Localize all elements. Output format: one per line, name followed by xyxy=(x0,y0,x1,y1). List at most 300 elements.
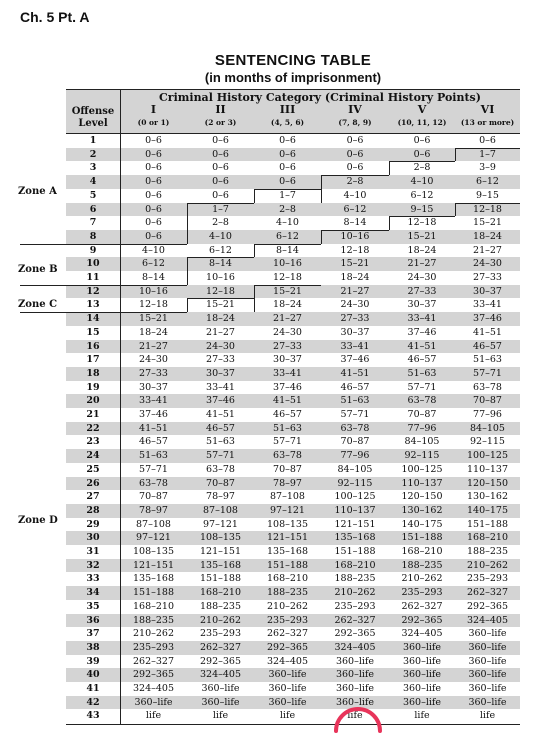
table-cell: 135–168 xyxy=(199,559,241,571)
column-points-vi: (13 or more) xyxy=(460,118,515,127)
offense-level: 26 xyxy=(86,477,100,489)
offense-level: 25 xyxy=(86,463,100,475)
table-cell: 77–96 xyxy=(340,450,370,462)
table-cell: 188–235 xyxy=(199,600,241,612)
table-cell: 92–115 xyxy=(404,450,440,462)
level-column-divider xyxy=(120,90,121,725)
table-cell: 135–168 xyxy=(266,546,308,557)
criminal-history-header: Criminal History Category (Criminal History Points) xyxy=(159,91,481,104)
table-cell: 24–30 xyxy=(340,299,370,311)
table-cell: 2–8 xyxy=(413,162,431,174)
table-cell: 12–18 xyxy=(273,272,302,283)
table-cell: 84–105 xyxy=(404,436,440,448)
offense-level: 39 xyxy=(86,655,100,667)
column-header-iv: IV xyxy=(348,103,362,116)
table-cell: 324–405 xyxy=(199,669,241,681)
offense-level: 3 xyxy=(89,162,97,174)
zone-d-label: Zone D xyxy=(18,515,58,526)
table-cell: 8–14 xyxy=(276,244,299,256)
table-cell: 1–7 xyxy=(212,203,229,215)
offense-level: 32 xyxy=(86,559,100,571)
table-cell: 21–27 xyxy=(273,313,302,325)
table-title: SENTENCING TABLE xyxy=(214,52,372,69)
table-cell: 21–27 xyxy=(206,326,235,338)
table-cell: 12–18 xyxy=(206,285,235,297)
offense-level: 16 xyxy=(86,340,100,352)
table-cell: life xyxy=(347,710,363,722)
table-cell: 15–21 xyxy=(340,258,370,270)
table-cell: life xyxy=(479,710,496,722)
table-cell: 360–life xyxy=(402,696,442,708)
table-cell: 15–21 xyxy=(407,230,437,242)
table-cell: 360–life xyxy=(268,683,307,694)
table-cell: 360–life xyxy=(468,696,507,708)
table-cell: 46–57 xyxy=(139,436,168,448)
table-cell: 37–46 xyxy=(273,381,302,393)
column-header-ii: II xyxy=(215,103,226,116)
table-cell: 108–135 xyxy=(132,546,174,557)
table-cell: 10–16 xyxy=(340,230,370,242)
table-cell: 78–97 xyxy=(139,504,168,516)
table-cell: 360–life xyxy=(468,669,507,681)
table-cell: 292–365 xyxy=(132,669,174,681)
table-cell: 21–27 xyxy=(407,258,437,270)
offense-level: 23 xyxy=(86,436,100,448)
column-header-i: I xyxy=(150,103,157,116)
table-cell: 18–24 xyxy=(139,326,168,338)
offense-level: 9 xyxy=(89,244,97,256)
table-cell: 51–63 xyxy=(273,422,302,434)
table-cell: 24–30 xyxy=(473,258,502,270)
column-header-vi: VI xyxy=(480,103,495,116)
table-cell: 360–life xyxy=(201,696,240,708)
table-cell: 18–24 xyxy=(206,313,235,325)
table-cell: 210–262 xyxy=(466,559,508,571)
table-cell: 27–33 xyxy=(340,313,370,325)
table-cell: 0–6 xyxy=(413,148,431,160)
table-cell: 51–63 xyxy=(206,436,235,448)
zone-c-label: Zone C xyxy=(18,299,58,310)
offense-level: 31 xyxy=(86,546,100,557)
table-cell: 100–125 xyxy=(401,463,443,475)
table-cell: 0–6 xyxy=(279,148,296,160)
table-cell: 41–51 xyxy=(273,395,302,407)
table-cell: 151–188 xyxy=(266,559,308,571)
table-cell: 121–151 xyxy=(334,518,376,530)
table-cell: 360–life xyxy=(335,669,375,681)
zone-boundary-line xyxy=(187,257,254,258)
offense-level: 29 xyxy=(86,518,100,530)
table-cell: 21–27 xyxy=(139,340,168,352)
table-cell: 360–life xyxy=(335,683,375,694)
table-cell: 15–21 xyxy=(139,313,168,325)
table-cell: 78–97 xyxy=(206,491,235,503)
table-cell: 360–life xyxy=(402,641,442,653)
table-cell: 3–9 xyxy=(479,162,496,174)
zone-boundary-line xyxy=(321,175,322,203)
table-cell: 210–262 xyxy=(199,614,241,626)
table-cell: 6–12 xyxy=(276,230,299,242)
column-points-i: (0 or 1) xyxy=(137,118,170,127)
table-cell: 15–21 xyxy=(473,217,502,229)
table-cell: 0–6 xyxy=(145,176,162,188)
offense-level: 12 xyxy=(86,285,100,297)
table-cell: 360–life xyxy=(335,655,375,667)
table-cell: 87–108 xyxy=(203,504,238,516)
table-cell: 135–168 xyxy=(334,532,376,544)
table-cell: 78–97 xyxy=(273,477,302,489)
zone-boundary-line xyxy=(254,285,255,312)
table-cell: 30–37 xyxy=(206,367,235,379)
table-cell: 77–96 xyxy=(407,422,437,434)
table-cell: 151–188 xyxy=(401,532,443,544)
table-cell: 24–30 xyxy=(407,272,437,283)
table-cell: 235–293 xyxy=(132,641,174,653)
zone-boundary-line xyxy=(187,203,188,244)
table-cell: 33–41 xyxy=(273,367,302,379)
table-cell: 360–life xyxy=(402,683,442,694)
table-cell: 63–78 xyxy=(273,450,302,462)
table-cell: 360–life xyxy=(402,655,442,667)
table-cell: 120–150 xyxy=(401,491,443,503)
table-cell: 51–63 xyxy=(139,450,168,462)
table-cell: 292–365 xyxy=(334,628,376,640)
offense-level: 8 xyxy=(89,230,97,242)
table-cell: 12–18 xyxy=(340,244,370,256)
table-cell: 262–327 xyxy=(266,628,308,640)
table-cell: 57–71 xyxy=(139,463,168,475)
table-cell: 360–life xyxy=(468,655,507,667)
table-cell: 151–188 xyxy=(334,546,376,557)
offense-header-line2: Level xyxy=(78,118,108,129)
table-cell: 41–51 xyxy=(407,340,437,352)
table-cell: 63–78 xyxy=(206,463,235,475)
table-cell: 0–6 xyxy=(145,203,162,215)
table-cell: 2–8 xyxy=(279,203,296,215)
table-cell: 262–327 xyxy=(401,600,443,612)
table-cell: 188–235 xyxy=(334,573,376,585)
table-cell: 37–46 xyxy=(407,326,437,338)
table-cell: 12–18 xyxy=(407,217,437,229)
table-cell: 6–12 xyxy=(476,176,499,188)
table-cell: 324–405 xyxy=(466,614,508,626)
offense-level: 1 xyxy=(89,135,97,146)
table-cell: life xyxy=(212,710,229,722)
offense-level: 36 xyxy=(86,614,100,626)
table-cell: 70–87 xyxy=(473,395,502,407)
offense-level: 38 xyxy=(86,641,100,653)
table-cell: 210–262 xyxy=(334,587,376,599)
table-cell: 41–51 xyxy=(139,422,168,434)
zone-boundary-line xyxy=(389,161,390,175)
zone-boundary-line xyxy=(254,189,255,203)
table-cell: 27–33 xyxy=(473,272,502,283)
table-cell: 41–51 xyxy=(473,326,502,338)
table-cell: 0–6 xyxy=(346,148,364,160)
table-cell: 70–87 xyxy=(273,463,302,475)
table-cell: 1–7 xyxy=(279,189,296,201)
zone-boundary-line xyxy=(120,244,187,245)
table-cell: 33–41 xyxy=(407,313,437,325)
table-cell: 360–life xyxy=(468,628,507,640)
table-cell: 1–7 xyxy=(479,148,496,160)
offense-level: 35 xyxy=(86,600,100,612)
offense-level: 14 xyxy=(86,313,100,325)
table-cell: 360–life xyxy=(268,669,307,681)
table-cell: 57–71 xyxy=(273,436,302,448)
offense-level: 34 xyxy=(86,587,100,599)
column-header-iii: III xyxy=(279,103,296,116)
table-cell: 100–125 xyxy=(466,450,508,462)
table-cell: 110–137 xyxy=(401,477,443,489)
column-points-iii: (4, 5, 6) xyxy=(270,118,305,127)
table-cell: 37–46 xyxy=(340,354,370,366)
table-cell: 262–327 xyxy=(466,587,508,599)
table-cell: 84–105 xyxy=(470,422,505,434)
table-cell: 121–151 xyxy=(199,546,241,557)
table-cell: 0–6 xyxy=(145,189,162,201)
table-cell: 15–21 xyxy=(273,285,302,297)
table-cell: 8–14 xyxy=(209,258,232,270)
zone-boundary-line xyxy=(455,148,520,149)
zone-b-label: Zone B xyxy=(18,264,58,275)
table-cell: 0–6 xyxy=(145,148,162,160)
table-cell: 33–41 xyxy=(139,395,168,407)
zone-boundary-line xyxy=(254,244,321,245)
offense-level: 19 xyxy=(86,381,100,393)
table-cell: 168–210 xyxy=(266,573,308,585)
zone-boundary-line xyxy=(120,312,187,313)
column-points-iv: (7, 8, 9) xyxy=(338,118,372,127)
table-cell: 24–30 xyxy=(139,354,168,366)
table-cell: 0–6 xyxy=(212,148,229,160)
table-cell: 360–life xyxy=(468,683,507,694)
table-cell: 21–27 xyxy=(340,285,370,297)
table-cell: 0–6 xyxy=(212,135,229,146)
table-cell: 292–365 xyxy=(401,614,443,626)
table-cell: 140–175 xyxy=(466,504,508,516)
table-cell: 27–33 xyxy=(206,354,235,366)
table-cell: 0–6 xyxy=(479,135,496,146)
table-cell: life xyxy=(279,710,296,722)
offense-level: 42 xyxy=(86,696,100,708)
table-cell: 4–10 xyxy=(410,176,434,188)
table-cell: 8–14 xyxy=(142,272,165,283)
table-cell: 27–33 xyxy=(407,285,437,297)
table-cell: 92–115 xyxy=(337,477,373,489)
table-cell: 0–6 xyxy=(279,135,296,146)
table-cell: 108–135 xyxy=(266,518,308,530)
table-cell: 324–405 xyxy=(401,628,443,640)
offense-level-header xyxy=(66,106,120,130)
table-cell: 51–63 xyxy=(473,354,502,366)
table-cell: 360–life xyxy=(468,641,507,653)
table-cell: 87–108 xyxy=(136,518,171,530)
table-cell: 100–125 xyxy=(334,491,376,503)
table-cell: 4–10 xyxy=(142,244,165,256)
table-cell: 0–6 xyxy=(279,162,296,174)
table-cell: 168–210 xyxy=(401,546,443,557)
table-cell: 24–30 xyxy=(273,326,302,338)
offense-level: 28 xyxy=(86,504,100,516)
offense-level: 13 xyxy=(86,299,100,311)
table-cell: 0–6 xyxy=(145,135,162,146)
table-cell: 4–10 xyxy=(343,189,367,201)
table-cell: 97–121 xyxy=(203,518,238,530)
offense-level: 24 xyxy=(86,450,100,462)
zone-boundary-line xyxy=(455,203,456,216)
table-cell: 0–6 xyxy=(413,135,431,146)
zone-boundary-line xyxy=(187,203,254,204)
offense-level: 18 xyxy=(86,367,100,379)
table-cell: 130–162 xyxy=(466,491,508,503)
table-cell: 188–235 xyxy=(401,559,443,571)
table-cell: 30–37 xyxy=(273,354,302,366)
table-cell: 235–293 xyxy=(401,587,443,599)
table-cell: 97–121 xyxy=(270,504,305,516)
zone-boundary-line xyxy=(389,161,455,162)
offense-level: 21 xyxy=(86,409,100,420)
table-cell: 2–8 xyxy=(212,217,229,229)
offense-level: 15 xyxy=(86,326,100,338)
table-cell: 360–life xyxy=(268,696,307,708)
table-cell: 51–63 xyxy=(407,367,437,379)
offense-level: 40 xyxy=(86,669,100,681)
table-cell: 0–6 xyxy=(279,176,296,188)
table-cell: 360–life xyxy=(335,696,375,708)
offense-level: 33 xyxy=(86,573,100,585)
table-cell: 0–6 xyxy=(212,176,229,188)
table-cell: 30–37 xyxy=(139,381,168,393)
zone-boundary-line xyxy=(187,298,188,312)
table-cell: 324–405 xyxy=(132,683,174,694)
table-cell: 33–41 xyxy=(340,340,370,352)
table-cell: 92–115 xyxy=(470,436,505,448)
table-cell: 210–262 xyxy=(266,600,308,612)
offense-level: 10 xyxy=(86,258,100,270)
table-cell: 9–15 xyxy=(410,203,434,215)
zone-boundary-line xyxy=(254,244,255,257)
table-cell: 292–365 xyxy=(466,600,508,612)
offense-level: 20 xyxy=(86,395,100,407)
table-cell: 188–235 xyxy=(132,614,174,626)
table-cell: 168–210 xyxy=(199,587,241,599)
table-cell: 21–27 xyxy=(473,244,502,256)
offense-level: 41 xyxy=(86,683,100,694)
table-cell: 63–78 xyxy=(340,422,370,434)
table-cell: 37–46 xyxy=(473,313,502,325)
table-cell: 140–175 xyxy=(401,518,443,530)
table-cell: 27–33 xyxy=(139,367,168,379)
table-cell: 57–71 xyxy=(340,409,370,420)
table-cell: 108–135 xyxy=(199,532,241,544)
offense-level: 17 xyxy=(86,354,100,366)
table-cell: 84–105 xyxy=(337,463,373,475)
table-cell: 235–293 xyxy=(199,628,241,640)
table-cell: 9–15 xyxy=(476,189,499,201)
table-cell: 27–33 xyxy=(273,340,302,352)
table-cell: 15–21 xyxy=(206,299,235,311)
offense-level: 30 xyxy=(86,532,100,544)
table-cell: 41–51 xyxy=(206,409,235,420)
table-cell: 6–12 xyxy=(410,189,434,201)
table-cell: 30–37 xyxy=(473,285,502,297)
table-cell: 30–37 xyxy=(340,326,370,338)
offense-level: 4 xyxy=(89,176,97,188)
table-cell: 0–6 xyxy=(212,162,229,174)
table-cell: 70–87 xyxy=(139,491,168,503)
table-cell: 6–12 xyxy=(343,203,367,215)
table-cell: 8–14 xyxy=(343,217,367,229)
table-cell: 0–6 xyxy=(145,217,162,229)
table-cell: 10–16 xyxy=(273,258,302,270)
table-cell: 57–71 xyxy=(407,381,437,393)
table-cell: 188–235 xyxy=(466,546,508,557)
table-cell: 37–46 xyxy=(139,409,168,420)
table-cell: 324–405 xyxy=(334,641,376,653)
zone-boundary-line xyxy=(187,257,188,285)
table-cell: 18–24 xyxy=(340,272,370,283)
table-cell: 33–41 xyxy=(473,299,502,311)
table-cell: 121–151 xyxy=(266,532,308,544)
table-cell: 168–210 xyxy=(132,600,174,612)
table-cell: 262–327 xyxy=(199,641,241,653)
table-cell: 18–24 xyxy=(473,230,502,242)
zone-a-label: Zone A xyxy=(18,186,57,197)
table-cell: 0–6 xyxy=(346,135,364,146)
table-cell: 4–10 xyxy=(209,230,232,242)
table-cell: 77–96 xyxy=(473,409,502,420)
offense-level: 22 xyxy=(86,422,100,434)
table-cell: 121–151 xyxy=(132,559,174,571)
zone-boundary-line xyxy=(321,230,389,231)
table-cell: 235–293 xyxy=(334,600,376,612)
table-cell: 46–57 xyxy=(273,409,302,420)
offense-level: 43 xyxy=(86,710,100,722)
table-cell: 18–24 xyxy=(273,299,302,311)
table-cell: 63–78 xyxy=(139,477,168,489)
zone-boundary-line xyxy=(389,216,455,217)
table-cell: 360–life xyxy=(402,669,442,681)
top-rule xyxy=(66,89,520,90)
table-cell: life xyxy=(145,710,162,722)
table-cell: 18–24 xyxy=(407,244,437,256)
table-cell: 57–71 xyxy=(206,450,235,462)
table-cell: 4–10 xyxy=(276,217,299,229)
zone-boundary-line xyxy=(389,216,390,230)
table-cell: 360–life xyxy=(134,696,173,708)
table-cell: 37–46 xyxy=(206,395,235,407)
table-cell: 70–87 xyxy=(206,477,235,489)
offense-level: 5 xyxy=(89,189,97,201)
offense-level: 2 xyxy=(89,148,97,160)
table-cell: 0–6 xyxy=(212,189,229,201)
zone-boundary-line xyxy=(254,189,321,190)
chapter-label: Ch. 5 Pt. A xyxy=(20,9,90,25)
table-cell: 2–8 xyxy=(346,176,364,188)
circle-annotation-mark xyxy=(332,693,384,733)
table-cell: 235–293 xyxy=(266,614,308,626)
zone-boundary-line xyxy=(254,285,321,286)
table-cell: 0–6 xyxy=(145,162,162,174)
table-cell: 210–262 xyxy=(401,573,443,585)
table-cell: 168–210 xyxy=(466,532,508,544)
zone-boundary-line xyxy=(20,312,120,313)
zone-boundary-line xyxy=(455,203,520,204)
table-cell: 51–63 xyxy=(340,395,370,407)
table-cell: 235–293 xyxy=(466,573,508,585)
table-cell: 70–87 xyxy=(407,409,437,420)
